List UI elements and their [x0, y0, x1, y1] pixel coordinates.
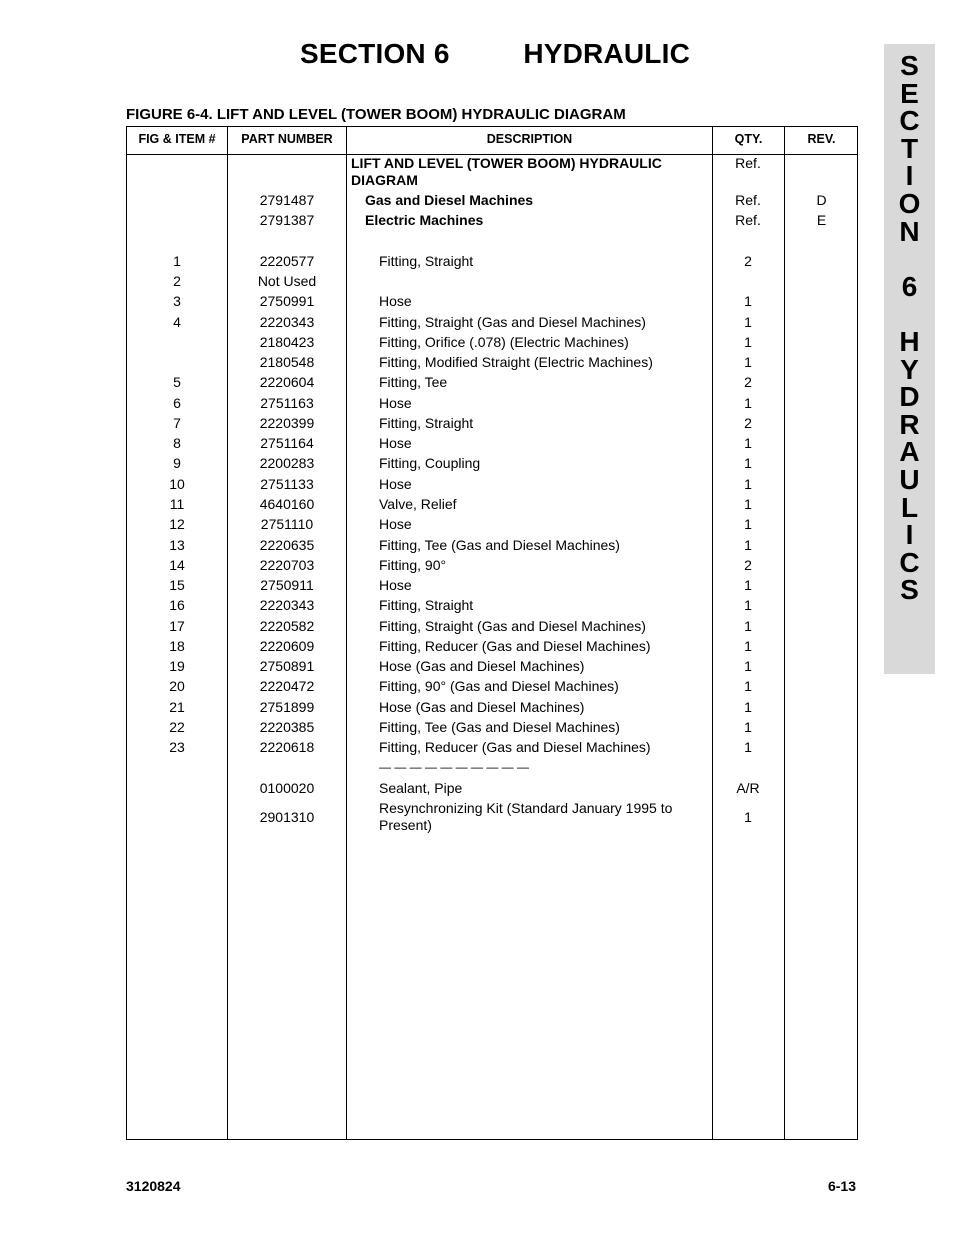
fig-item-cell: 12: [169, 516, 185, 532]
part-number-cell: 2791387: [259, 212, 315, 228]
description-cell: Fitting, Straight (Gas and Diesel Machines): [379, 314, 646, 330]
description-cell: Hose (Gas and Diesel Machines): [379, 658, 585, 674]
table-row: [127, 475, 857, 495]
description-cell: Sealant, Pipe: [379, 780, 463, 796]
description-cell: Fitting, Reducer (Gas and Diesel Machines): [379, 739, 651, 755]
fig-item-cell: 13: [169, 537, 185, 553]
table-row: [127, 698, 857, 718]
table-row: [127, 556, 857, 576]
fig-item-cell: 11: [169, 496, 185, 512]
qty-cell: 2: [744, 253, 752, 269]
qty-cell: 1: [744, 334, 752, 350]
description-cell: Fitting, Straight (Gas and Diesel Machines): [379, 618, 646, 634]
fig-item-cell: 19: [169, 658, 185, 674]
parts-table: [126, 126, 858, 1140]
part-number-cell: 2220399: [259, 415, 315, 431]
qty-cell: 1: [744, 699, 752, 715]
qty-cell: 1: [744, 537, 752, 553]
part-number-cell: 2220385: [259, 719, 315, 735]
description-cell: Fitting, Reducer (Gas and Diesel Machines): [379, 638, 651, 654]
part-number-cell: 2751163: [260, 395, 314, 411]
qty-cell: 1: [744, 678, 752, 694]
fig-item-cell: 21: [169, 699, 185, 715]
table-row: [127, 373, 857, 393]
fig-item-cell: 7: [173, 415, 181, 431]
description-cell: Fitting, Straight: [379, 597, 474, 613]
description-cell: Fitting, 90°: [379, 557, 447, 573]
fig-item-cell: 20: [169, 678, 185, 694]
description-cell: Fitting, Tee (Gas and Diesel Machines): [379, 537, 620, 553]
fig-item-cell: 2: [173, 273, 181, 289]
side-tab-char: D: [899, 381, 920, 413]
table-title-line1: LIFT AND LEVEL (TOWER BOOM) HYDRAULIC: [351, 155, 662, 171]
side-tab-char: A: [899, 436, 920, 468]
qty-cell: 1: [744, 638, 752, 654]
side-tab-char: O: [898, 187, 921, 219]
fig-item-cell: 10: [169, 476, 185, 492]
part-number-cell: 2901310: [259, 809, 315, 825]
qty-cell: 1: [744, 354, 752, 370]
part-number-cell: 2220609: [259, 638, 315, 654]
qty-cell: 1: [744, 455, 752, 471]
qty-cell: 1: [744, 293, 752, 309]
header-description: DESCRIPTION: [486, 132, 573, 146]
table-title-line2: DIAGRAM: [351, 172, 418, 188]
part-number-cell: 2750911: [260, 577, 314, 593]
description-cell: Hose: [379, 435, 412, 451]
qty-cell: 2: [744, 374, 752, 390]
description-cell: Fitting, Tee (Gas and Diesel Machines): [379, 719, 620, 735]
table-row: [127, 191, 857, 211]
side-tab-char: C: [899, 546, 920, 578]
table-row: [127, 211, 857, 231]
header-qty: QTY.: [734, 132, 763, 146]
qty-cell: 1: [744, 739, 752, 755]
part-number-cell: 0100020: [259, 780, 315, 796]
qty-cell: Ref.: [735, 212, 761, 228]
side-tab-char: I: [905, 519, 914, 551]
qty-cell: 1: [744, 618, 752, 634]
description-cell: Fitting, Modified Straight (Electric Machines): [379, 354, 653, 370]
fig-item-cell: 23: [169, 739, 185, 755]
document-number: 3120824: [126, 1178, 181, 1194]
qty-cell: 1: [744, 496, 752, 512]
part-number-cell: 2750891: [259, 658, 315, 674]
table-row: [127, 353, 857, 373]
part-number-cell: 2220472: [259, 678, 315, 694]
table-row: [127, 394, 857, 414]
side-tab-char: S: [900, 50, 919, 81]
fig-item-cell: 22: [169, 719, 185, 735]
fig-item-cell: 9: [173, 455, 181, 471]
table-row: [127, 313, 857, 333]
part-number-cell: 2220577: [259, 253, 315, 269]
fig-item-cell: 4: [173, 314, 181, 330]
fig-item-cell: 17: [169, 618, 185, 634]
side-tab-char: H: [899, 325, 920, 357]
description-cell: Fitting, Orifice (.078) (Electric Machines): [379, 334, 629, 350]
table-row: [127, 414, 857, 434]
part-number-cell: 2180548: [259, 354, 315, 370]
table-row: [127, 576, 857, 596]
part-number-cell: 2220703: [259, 557, 315, 573]
table-row: [127, 272, 857, 292]
qty-cell: 1: [744, 577, 752, 593]
table-row: [127, 454, 857, 474]
side-tab-char: R: [899, 408, 920, 440]
qty-cell: Ref.: [735, 192, 761, 208]
page-number: 6-13: [827, 1178, 856, 1194]
fig-item-cell: 14: [169, 557, 185, 573]
description-cell: Fitting, Straight: [379, 415, 474, 431]
description-cell: Electric Machines: [365, 212, 484, 228]
description-cell: Valve, Relief: [379, 496, 457, 512]
table-row: [127, 292, 857, 312]
table-row: [127, 799, 857, 835]
table-row: [127, 738, 857, 758]
figure-title: FIGURE 6-4. LIFT AND LEVEL (TOWER BOOM) HYDRAULIC DIAGRAM: [126, 106, 626, 123]
description-cell: Gas and Diesel Machines: [365, 192, 534, 208]
part-number-cell: 2751164: [260, 435, 314, 451]
description-cell: Hose: [379, 395, 412, 411]
fig-item-cell: 18: [169, 638, 185, 654]
fig-item-cell: 3: [173, 293, 181, 309]
qty-cell: 1: [744, 395, 752, 411]
description-cell: Resynchronizing Kit (Standard January 1995 to: [379, 800, 673, 816]
side-tab-char: [884, 300, 935, 328]
qty-cell: 1: [744, 435, 752, 451]
qty-cell: 2: [744, 415, 752, 431]
table-title-row-2: [127, 171, 857, 191]
part-number-cell: 2751899: [259, 699, 315, 715]
part-number-cell: 2220604: [259, 374, 315, 390]
separator-row: [127, 758, 857, 778]
table-row: [127, 536, 857, 556]
dash-separator: — — — — — — — — — —: [379, 760, 530, 774]
part-number-cell: Not Used: [257, 273, 317, 289]
part-number-cell: 2750991: [259, 293, 315, 309]
part-number-cell: 2220582: [259, 618, 315, 634]
table-row: [127, 434, 857, 454]
section-name: HYDRAULIC: [523, 38, 690, 69]
part-number-cell: 2751110: [260, 516, 314, 532]
table-row: [127, 252, 857, 272]
description-cell-continued: Present): [379, 817, 432, 833]
side-tab-char: Y: [900, 353, 919, 385]
fig-item-cell: 8: [173, 435, 181, 451]
part-number-cell: 2220343: [259, 314, 315, 330]
table-row: [127, 657, 857, 677]
fig-item-cell: 1: [173, 253, 181, 269]
side-tab-char: E: [900, 77, 919, 109]
header-fig-item: FIG & ITEM #: [138, 132, 216, 146]
table-row: [127, 779, 857, 799]
fig-item-cell: 6: [173, 395, 181, 411]
description-cell: Hose: [379, 577, 412, 593]
description-cell: Fitting, 90° (Gas and Diesel Machines): [379, 678, 619, 694]
table-row: [127, 677, 857, 697]
qty-cell: 1: [744, 314, 752, 330]
description-cell: Fitting, Tee: [379, 374, 448, 390]
side-tab-char: T: [900, 132, 919, 164]
side-tab-char: S: [900, 574, 919, 606]
side-tab-char: U: [899, 463, 920, 495]
description-cell: Hose: [379, 293, 412, 309]
part-number-cell: 4640160: [259, 496, 315, 512]
qty-cell: A/R: [736, 780, 760, 796]
table-row: [127, 333, 857, 353]
description-cell: Fitting, Coupling: [379, 455, 481, 471]
description-cell: Hose: [379, 476, 412, 492]
fig-item-cell: 5: [173, 374, 181, 390]
side-tab-char: [884, 245, 935, 273]
side-tab-char: I: [905, 160, 914, 192]
rev-cell: D: [816, 192, 827, 208]
description-cell: Hose (Gas and Diesel Machines): [379, 699, 585, 715]
part-number-cell: 2220635: [259, 537, 315, 553]
header-rev: REV.: [807, 132, 836, 146]
description-cell: Fitting, Straight: [379, 253, 474, 269]
table-row: [127, 596, 857, 616]
section-side-tab: [884, 44, 935, 674]
header-part-number: PART NUMBER: [241, 132, 333, 146]
qty-cell: 1: [744, 719, 752, 735]
fig-item-cell: 15: [169, 577, 185, 593]
qty-cell: 1: [744, 809, 752, 825]
part-number-cell: 2200283: [259, 455, 315, 471]
qty-cell: 1: [744, 597, 752, 613]
table-row: [127, 718, 857, 738]
part-number-cell: 2791487: [259, 192, 315, 208]
rev-cell: E: [816, 212, 827, 228]
section-label: SECTION 6: [300, 38, 450, 69]
table-row: [127, 495, 857, 515]
table-row: [127, 515, 857, 535]
qty-cell: 1: [744, 516, 752, 532]
side-tab-char: C: [899, 105, 920, 137]
qty-cell: 1: [744, 476, 752, 492]
description-cell: Hose: [379, 516, 412, 532]
qty-cell: 1: [744, 658, 752, 674]
section-title: [300, 38, 690, 70]
side-tab-char: N: [899, 215, 920, 247]
part-number-cell: 2220343: [259, 597, 315, 613]
side-tab-char: 6: [901, 270, 918, 302]
table-row: [127, 617, 857, 637]
side-tab-char: L: [900, 491, 919, 523]
table-row: [127, 637, 857, 657]
qty-cell: 2: [744, 557, 752, 573]
part-number-cell: 2220618: [259, 739, 315, 755]
fig-item-cell: 16: [169, 597, 185, 613]
part-number-cell: 2180423: [259, 334, 315, 350]
part-number-cell: 2751133: [260, 476, 314, 492]
table-title-qty: Ref.: [735, 155, 761, 171]
